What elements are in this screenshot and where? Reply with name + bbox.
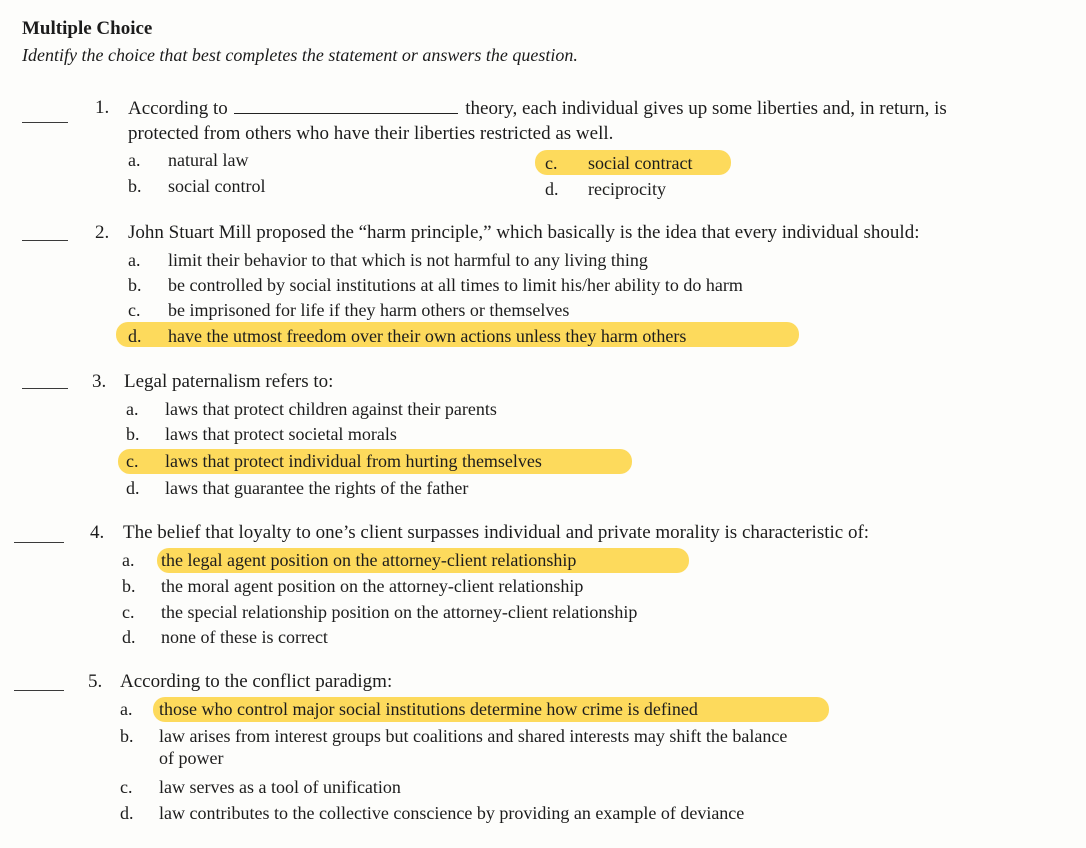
q2-option-c-letter: c. bbox=[128, 300, 141, 320]
fill-in-blank-1[interactable] bbox=[234, 97, 458, 114]
answer-blank-2[interactable] bbox=[22, 240, 68, 241]
answer-blank-5[interactable] bbox=[14, 690, 64, 691]
q5-option-c[interactable]: law serves as a tool of unification bbox=[159, 777, 401, 797]
q1-before-blank: According to bbox=[128, 98, 228, 119]
q3-option-a[interactable]: laws that protect children against their parents bbox=[165, 399, 497, 419]
q1-option-d[interactable]: reciprocity bbox=[588, 179, 666, 199]
q1-option-b[interactable]: social control bbox=[168, 176, 266, 196]
q4-option-c[interactable]: the special relationship position on the attorney-client relationship bbox=[161, 602, 638, 622]
question-text-4: The belief that loyalty to one’s client surpasses individual and private morality is characteristic of: bbox=[123, 522, 870, 543]
q5-option-b-letter: b. bbox=[120, 726, 134, 746]
answer-blank-1[interactable] bbox=[22, 122, 68, 123]
q4-option-d-letter: d. bbox=[122, 627, 136, 647]
q4-option-a[interactable]: the legal agent position on the attorney-client relationship bbox=[161, 550, 577, 570]
question-text-1-line1 bbox=[128, 97, 947, 120]
q5-option-d-letter: d. bbox=[120, 803, 134, 823]
question-number-5: 5. bbox=[88, 671, 103, 692]
q5-option-a-letter: a. bbox=[120, 699, 133, 719]
q1-option-c-letter: c. bbox=[545, 153, 558, 173]
q1-option-b-letter: b. bbox=[128, 176, 142, 196]
q3-option-c-letter: c. bbox=[126, 451, 139, 471]
q3-option-d[interactable]: laws that guarantee the rights of the father bbox=[165, 478, 469, 498]
q1-option-a[interactable]: natural law bbox=[168, 150, 249, 170]
q2-option-b[interactable]: be controlled by social institutions at all times to limit his/her ability to do harm bbox=[168, 275, 743, 295]
q3-option-b-letter: b. bbox=[126, 424, 140, 444]
answer-blank-3[interactable] bbox=[22, 388, 68, 389]
q4-option-b[interactable]: the moral agent position on the attorney-client relationship bbox=[161, 576, 584, 596]
q2-option-a-letter: a. bbox=[128, 250, 141, 270]
q1-option-c[interactable]: social contract bbox=[588, 153, 693, 173]
q4-option-a-letter: a. bbox=[122, 550, 135, 570]
q5-option-b-line2[interactable]: of power bbox=[159, 748, 224, 768]
q1-option-a-letter: a. bbox=[128, 150, 141, 170]
section-title: Multiple Choice bbox=[22, 18, 153, 39]
q2-option-d-letter: d. bbox=[128, 326, 142, 346]
q3-option-d-letter: d. bbox=[126, 478, 140, 498]
q3-option-a-letter: a. bbox=[126, 399, 139, 419]
q1-option-d-letter: d. bbox=[545, 179, 559, 199]
q2-option-c[interactable]: be imprisoned for life if they harm others or themselves bbox=[168, 300, 570, 320]
instructions: Identify the choice that best completes the statement or answers the question. bbox=[22, 45, 578, 65]
q2-option-a[interactable]: limit their behavior to that which is not harmful to any living thing bbox=[168, 250, 648, 270]
q3-option-c[interactable]: laws that protect individual from hurting themselves bbox=[165, 451, 542, 471]
q5-option-c-letter: c. bbox=[120, 777, 133, 797]
question-number-4: 4. bbox=[90, 522, 105, 543]
q5-option-a[interactable]: those who control major social institutions determine how crime is defined bbox=[159, 699, 698, 719]
q5-option-b[interactable]: law arises from interest groups but coalitions and shared interests may shift the balance bbox=[159, 726, 788, 746]
question-text-1-line2: protected from others who have their liberties restricted as well. bbox=[128, 123, 614, 144]
q1-after-blank: theory, each individual gives up some liberties and, in return, is bbox=[465, 98, 947, 119]
question-number-1: 1. bbox=[95, 97, 110, 118]
q2-option-d[interactable]: have the utmost freedom over their own actions unless they harm others bbox=[168, 326, 687, 346]
question-text-3: Legal paternalism refers to: bbox=[124, 371, 334, 392]
q4-option-d[interactable]: none of these is correct bbox=[161, 627, 328, 647]
question-number-3: 3. bbox=[92, 371, 107, 392]
q5-option-d[interactable]: law contributes to the collective conscience by providing an example of deviance bbox=[159, 803, 745, 823]
question-text-2: John Stuart Mill proposed the “harm principle,” which basically is the idea that every individual should: bbox=[128, 222, 920, 243]
answer-blank-4[interactable] bbox=[14, 542, 64, 543]
q2-option-b-letter: b. bbox=[128, 275, 142, 295]
question-number-2: 2. bbox=[95, 222, 110, 243]
q4-option-b-letter: b. bbox=[122, 576, 136, 596]
q3-option-b[interactable]: laws that protect societal morals bbox=[165, 424, 397, 444]
question-text-5: According to the conflict paradigm: bbox=[120, 671, 393, 692]
q4-option-c-letter: c. bbox=[122, 602, 135, 622]
